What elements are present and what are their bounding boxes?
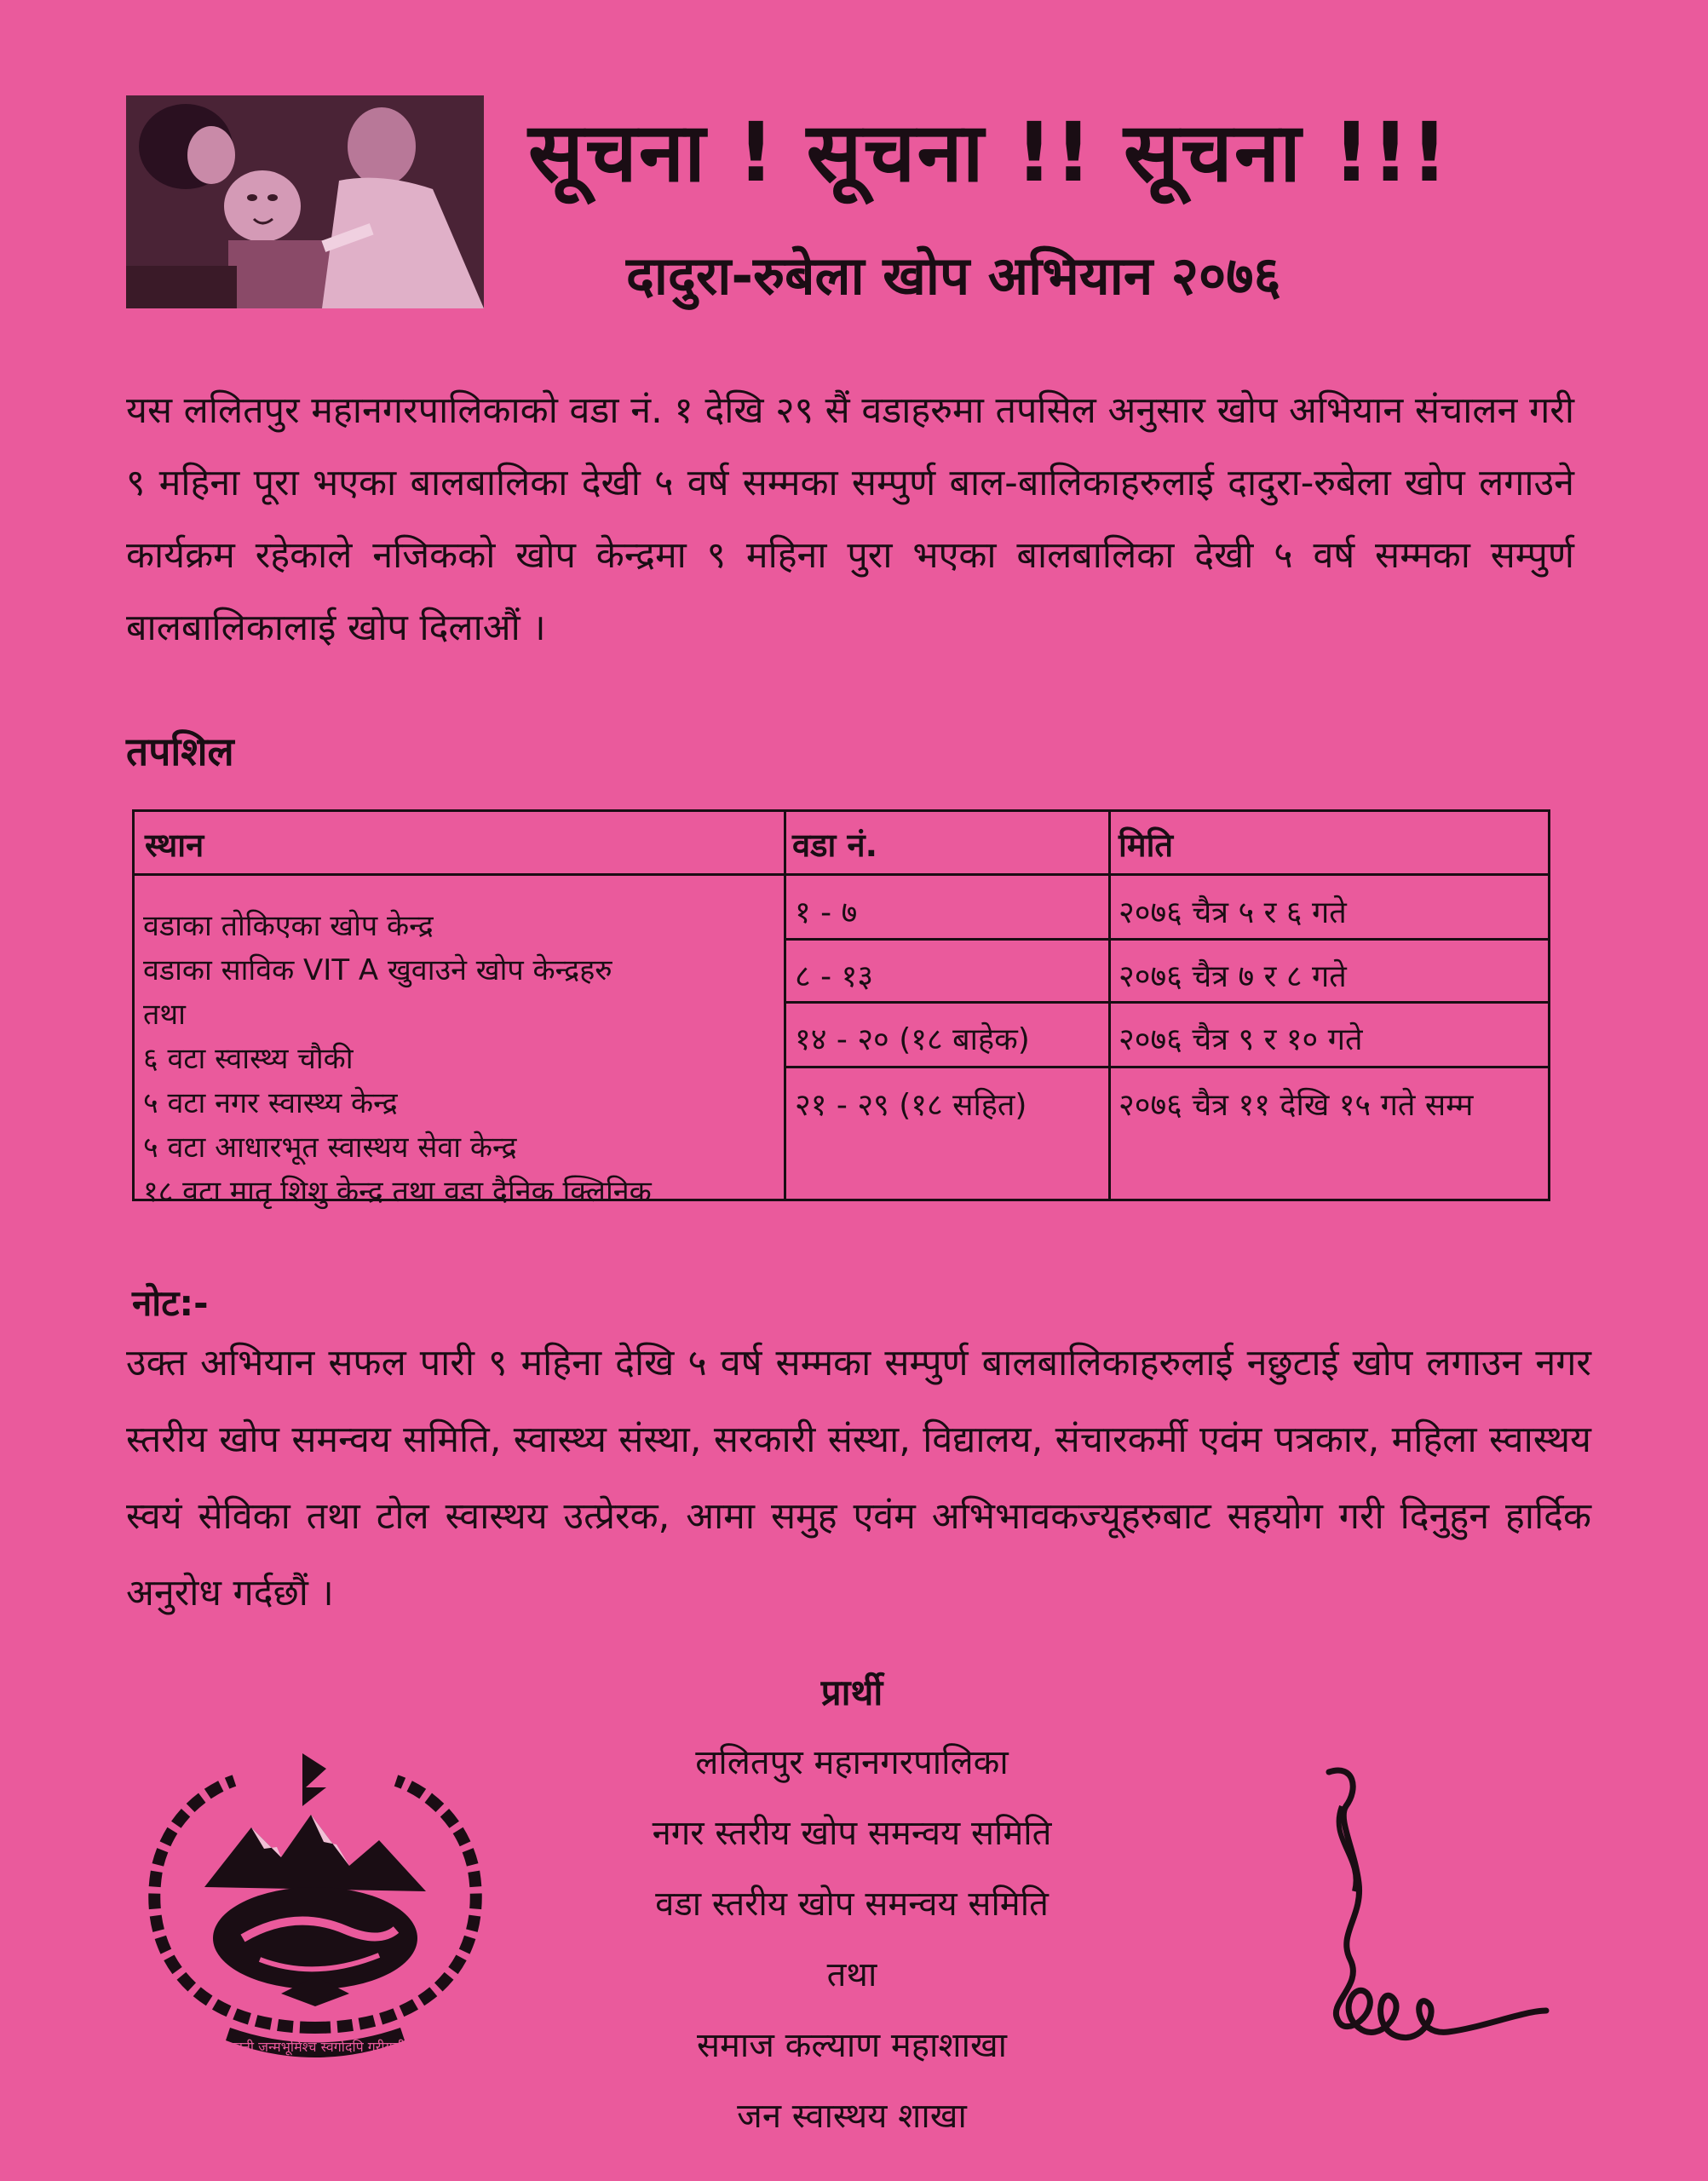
date-cell: २०७६ चैत्र ९ र १० गते <box>1119 1022 1363 1057</box>
signoff-line: समाज कल्याण महाशाखा <box>696 2026 1008 2065</box>
table-row-divider <box>784 938 1548 941</box>
date-cell: २०७६ चैत्र ११ देखि १५ गते सम्म <box>1119 1088 1474 1123</box>
schedule-table <box>132 809 1550 1209</box>
headline: सूचना ! सूचना !! सूचना !!! <box>528 105 1450 200</box>
signoff-line: नगर स्तरीय खोप समन्वय समिति <box>652 1814 1052 1853</box>
nepal-emblem-icon <box>124 1747 507 2070</box>
table-column-divider <box>1108 812 1111 1199</box>
place-list <box>143 904 652 1214</box>
ward-cell: ८ - १३ <box>795 959 874 994</box>
signoff-line: वडा स्तरीय खोप समन्वय समिति <box>655 1885 1049 1924</box>
signoff-line: ललितपुर महानगरपालिका <box>695 1743 1009 1782</box>
ward-cell: २१ - २९ (१८ सहित) <box>795 1088 1027 1123</box>
photo-illustration <box>126 95 484 308</box>
table-header-divider <box>135 873 1548 876</box>
table-column-divider <box>784 812 786 1199</box>
signoff-block <box>511 1657 1193 2152</box>
date-cell: २०७६ चैत्र ७ र ८ गते <box>1119 959 1347 994</box>
place-item: १८ वटा मातृ शिशु केन्द्र तथा वडा दैनिक क्लिनिक <box>143 1175 652 1209</box>
ward-cell: १ - ७ <box>795 895 858 930</box>
signoff-line: तथा <box>826 1955 877 1994</box>
place-item: तथा <box>143 998 186 1032</box>
schedule-title: तपशिल <box>126 728 234 774</box>
place-item: ५ वटा नगर स्वास्थ्य केन्द्र <box>143 1086 398 1120</box>
signature <box>1278 1755 1550 2070</box>
subtitle: दादुरा-रुबेला खोप अभियान २०७६ <box>626 245 1281 307</box>
date-cell: २०७६ चैत्र ५ र ६ गते <box>1119 895 1347 930</box>
table-row-divider <box>784 1001 1548 1004</box>
header-ward: वडा नं. <box>792 826 878 864</box>
place-item: वडाका साविक VIT A खुवाउने खोप केन्द्रहरु <box>143 953 612 987</box>
header-date: मिति <box>1119 826 1174 864</box>
vaccination-photo <box>126 95 484 308</box>
table-row-divider <box>784 1066 1548 1068</box>
emblem-motto: जननी जन्मभूमिश्च स्वर्गादपि गरीयसी <box>225 2039 405 2055</box>
signoff-lead: प्रार्थी <box>820 1672 883 1713</box>
place-item: ६ वटा स्वास्थ्य चौकी <box>143 1042 354 1076</box>
place-item: वडाका तोकिएका खोप केन्द्र <box>143 909 434 943</box>
intro-paragraph: यस ललितपुर महानगरपालिकाको वडा नं. १ देखि २९ सैं वडाहरुमा तपसिल अनुसार खोप अभियान संचालन गरी ९ महिना पूरा भएका बालबालिका देखी ५ वर्ष सम्मका सम्पुर्ण बाल-बालिकाहरुलाई दादुरा-रुबेला खोप लगाउने कार्यक्रम रहेकाले नजिकको खोप केन्द्रमा ९ महिना पुरा भएका बालबालिका देखी ५ वर्ष सम्मका सम्पुर्ण बालबालिकालाई खोप दिलाऔं । <box>126 389 1575 649</box>
note-title: नोट:- <box>132 1282 209 1324</box>
ward-cell: १४ - २० (१८ बाहेक) <box>795 1022 1030 1057</box>
header-place: स्थान <box>145 826 204 864</box>
place-item: ५ वटा आधारभूत स्वास्थय सेवा केन्द्र <box>143 1131 517 1165</box>
note-paragraph: उक्त अभियान सफल पारी ९ महिना देखि ५ वर्ष सम्मका सम्पुर्ण बालबालिकाहरुलाई नछुटाई खोप लगाउन नगर स्तरीय खोप समन्वय समिति, स्वास्थ्य संस्था, सरकारी संस्था, विद्यालय, संचारकर्मी एवंम पत्रकार, महिला स्वास्थय स्वयं सेविका तथा टोल स्वास्थय उत्प्रेरक, आमा समुह एवंम अभिभावकज्यूहरुबाट सहयोग गरी दिनुहुन हार्दिक अनुरोध गर्दछौं । <box>126 1342 1591 1614</box>
signoff-line: जन स्वास्थय शाखा <box>737 2097 967 2136</box>
